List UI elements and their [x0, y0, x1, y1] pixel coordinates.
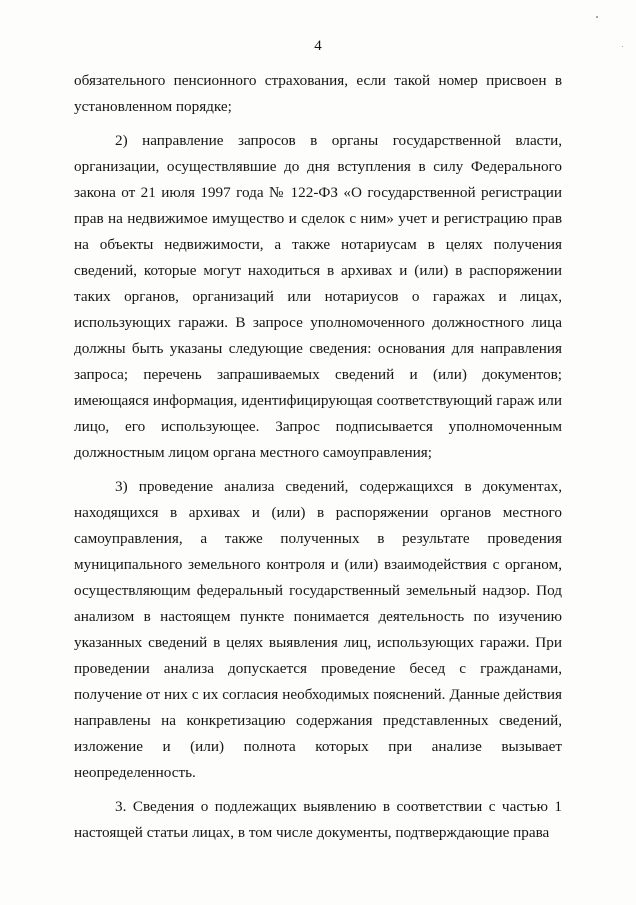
- document-body: [74, 68, 562, 846]
- paragraph-continuation: обязательного пенсионного страхования, если такой номер присвоен в установленном порядке;: [74, 72, 562, 115]
- paragraph-item-2: 2) направление запросов в органы государственной власти, организации, осуществлявшие до дня вступления в силу Федерального закона от 21 июля 1997 года № 122-ФЗ «О государственной регистрации прав на недвижимое имущество и сделок с ним» учет и регистрацию прав на объекты недвижимости, а также нотариусам в целях получения сведений, которые могут находиться в архивах и (или) в распоряжении таких органов, организаций или нотариусов о гаражах и лицах, использующих гаражи. В запросе уполномоченного должностного лица должны быть указаны следующие сведения: основания для направления запроса; перечень запрашиваемых сведений и (или) документов; имеющаяся информация, идентифицирующая соответствующий гараж или лицо, его использующее. Запрос подписывается уполномоченным должностным лицом органа местного самоуправления;: [74, 132, 562, 461]
- paragraph-item-3: 3) проведение анализа сведений, содержащихся в документах, находящихся в архивах и (или) в распоряжении органов местного самоуправления, а также полученных в результате проведения муниципального земельного контроля и (или) взаимодействия с органом, осуществляющим федеральный государственный земельный надзор. Под анализом в настоящем пункте понимается деятельность по изучению указанных сведений в целях выявления лиц, использующих гаражи. При проведении анализа допускается проведение бесед с гражданами, получение от них с их согласия необходимых пояснений. Данные действия направлены на конкретизацию содержания представленных сведений, изложение и (или) полнота которых при анализе вызывает неопределенность.: [74, 478, 562, 781]
- paragraph-part-3: 3. Сведения о подлежащих выявлению в соответствии с частью 1 настоящей статьи лицах, в том числе документы, подтверждающие права: [74, 798, 562, 841]
- page-number: 4: [314, 38, 322, 54]
- scan-speck: [596, 16, 598, 18]
- scan-speck: [622, 46, 623, 47]
